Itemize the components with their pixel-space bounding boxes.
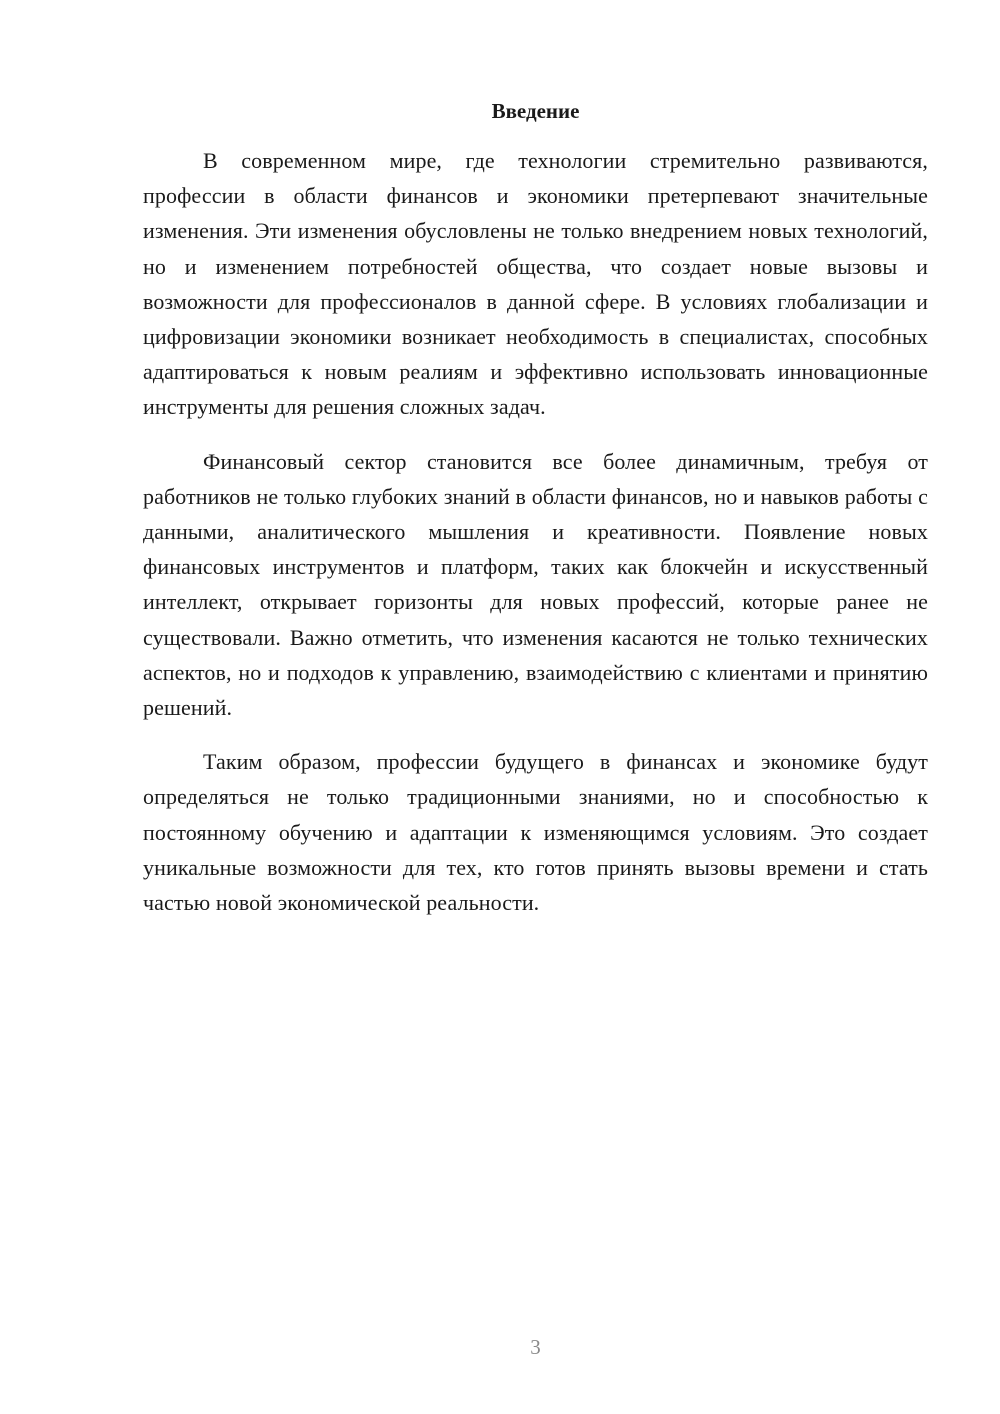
paragraph-3: Таким образом, профессии будущего в финансах и экономике будут определяться не только традиционными знаниями, но и способностью к постоянному обучению и адаптации к изменяющимся условиям. Это создает уникальные возможности для тех, кто готов принять вызовы времени и стать частью новой экономической реальности. <box>143 749 928 916</box>
page-number: 3 <box>530 1335 541 1359</box>
section-heading: Введение <box>491 99 580 123</box>
paragraph-2: Финансовый сектор становится все более динамичным, требуя от работников не только глубоких знаний в области финансов, но и навыков работы с данными, аналитического мышления и креативности. Появление новых финансовых инструментов и платформ, таких как блокчейн и искусственный интеллект, открывает горизонты для новых профессий, которые ранее не существовали. Важно отметить, что изменения касаются не только технических аспектов, но и подходов к управлению, взаимодействию с клиентами и принятию решений. <box>143 448 928 721</box>
paragraph-1: В современном мире, где технологии стремительно развиваются, профессии в области финансов и экономики претерпевают значительные изменения. Эти изменения обусловлены не только внедрением новых технологий, но и изменением потребностей общества, что создает новые вызовы и возможности для профессионалов в данной сфере. В условиях глобализации и цифровизации экономики возникает необходимость в специалистах, способных адаптироваться к новым реалиям и эффективно использовать инновационные инструменты для решения сложных задач. <box>143 148 928 420</box>
document-body <box>143 143 928 939</box>
